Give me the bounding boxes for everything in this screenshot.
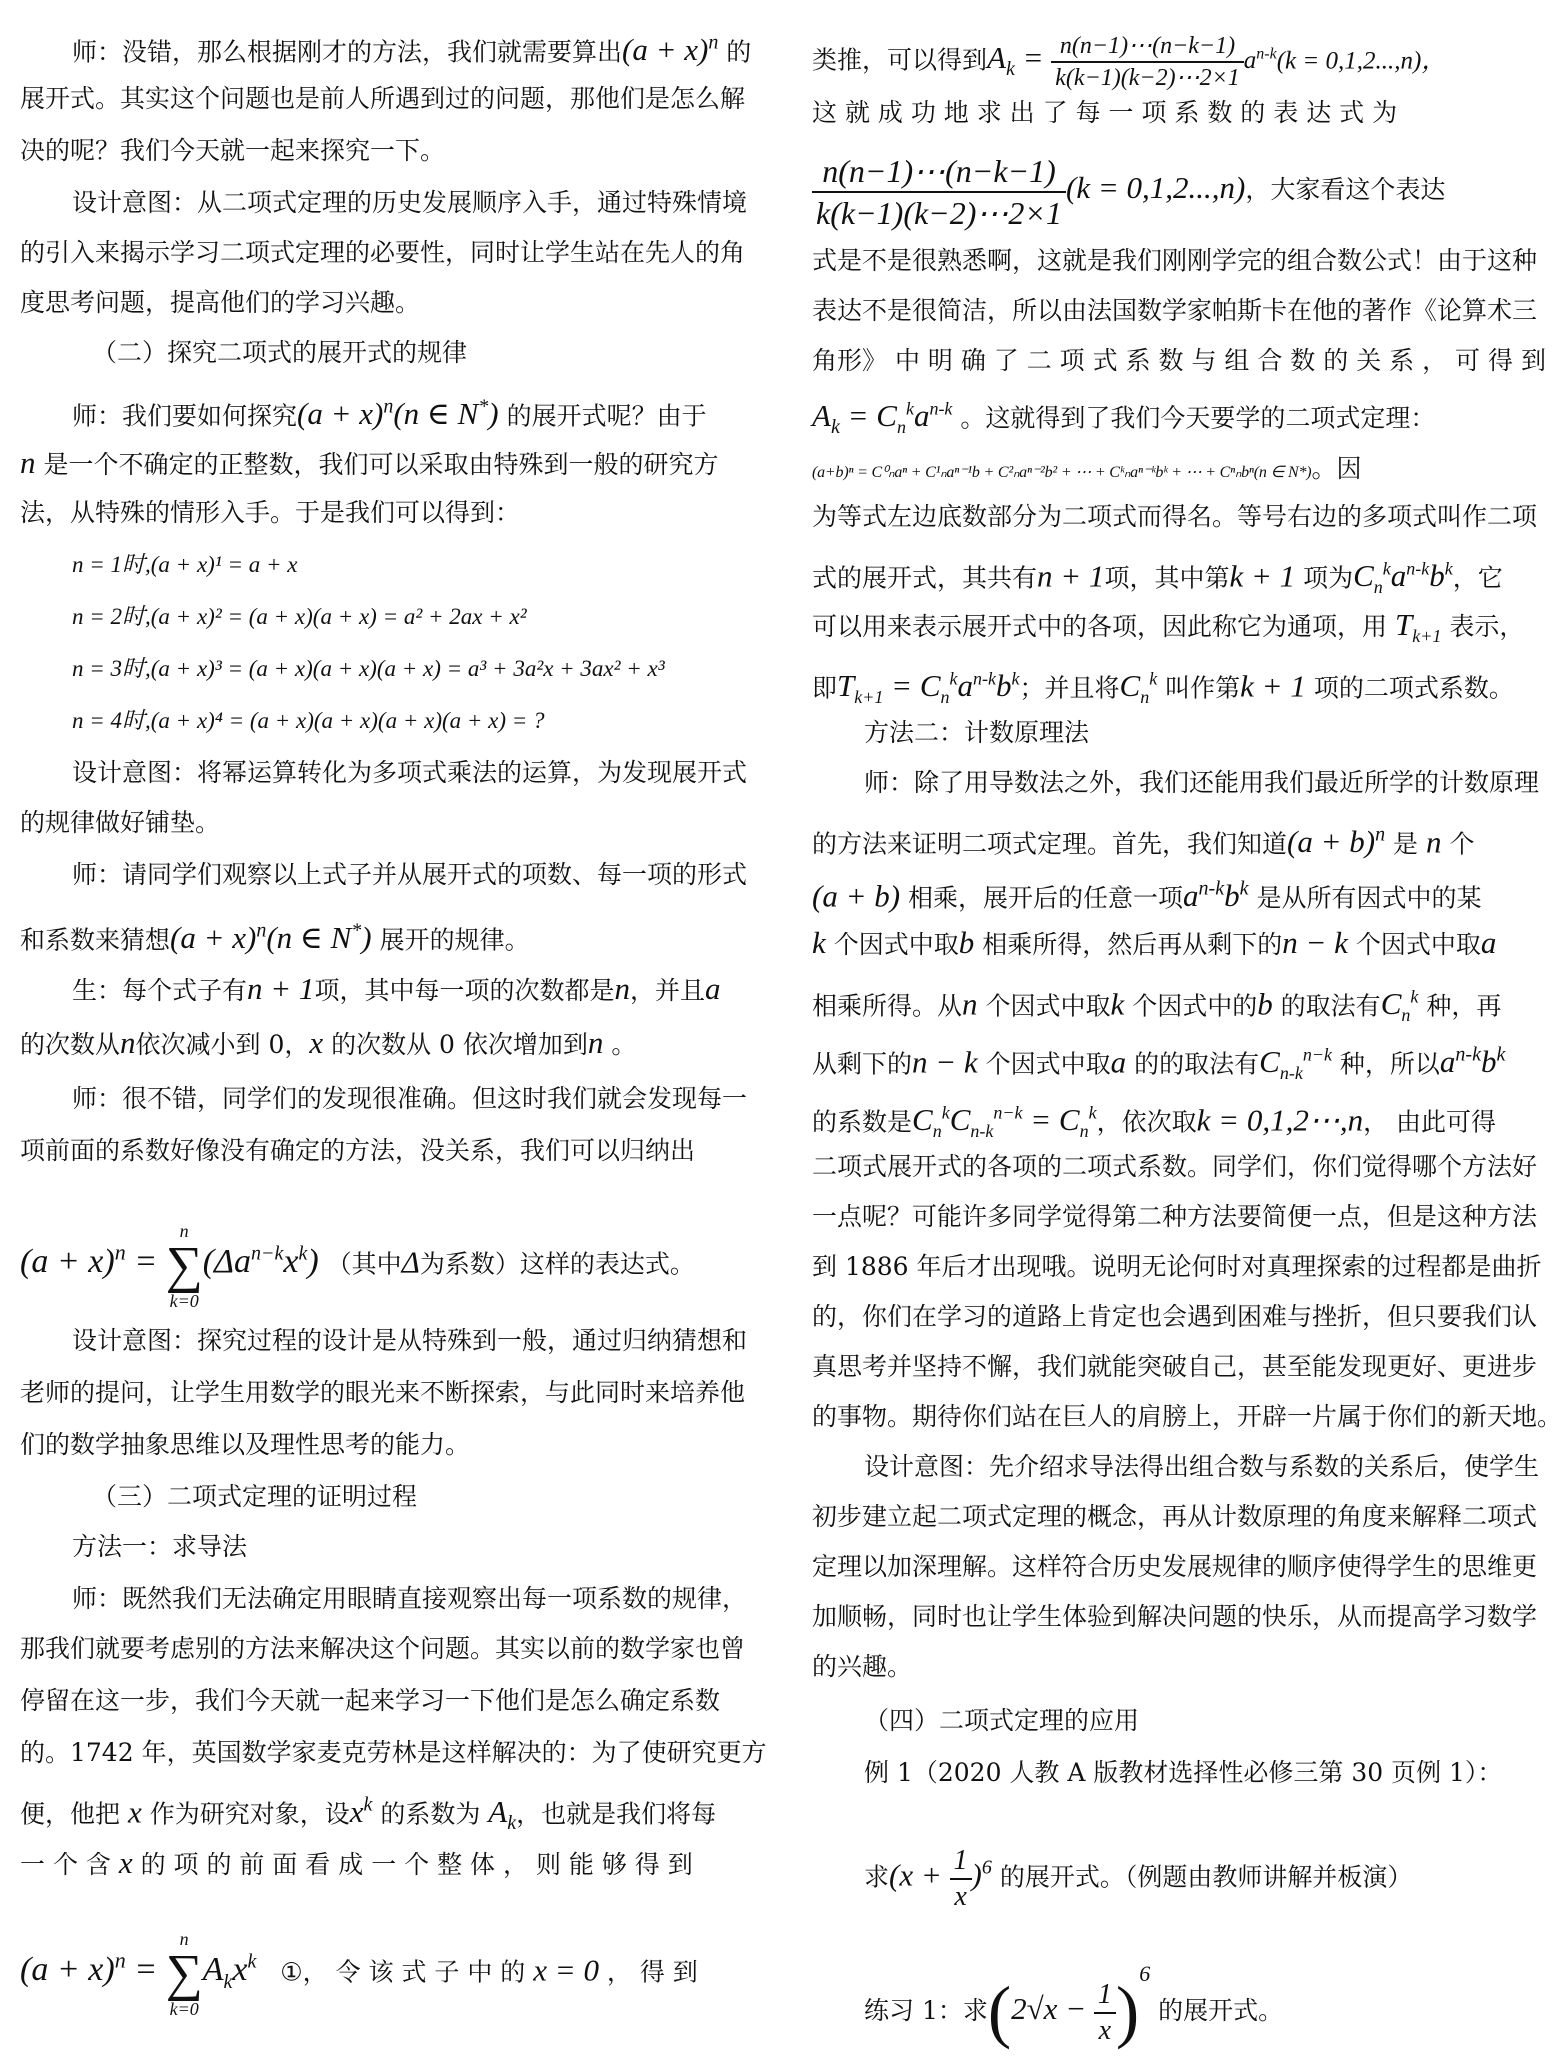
text-line: 生：每个式子有n + 1项，其中每一项的次数都是n，并且a xyxy=(72,971,721,1006)
text-line: $\frac{n(n-1)\cdots(n-k-1)}{k(k-1)(k-2)\cdots 2\times 1}$ (k = 0,1,2...,n)，大家看这个表达 xyxy=(812,138,1542,238)
text-line: 的规律做好铺垫。 xyxy=(20,808,221,837)
text-line: 表达不是很简洁，所以由法国数学家帕斯卡在他的著作《论算术三 xyxy=(812,296,1538,325)
text-line: 一 个 含 x 的 项 的 前 面 看 成 一 个 整 体 ， 则 能 够 得 到 xyxy=(20,1845,693,1880)
text-line: 师：既然我们无法确定用眼睛直接观察出每一项系数的规律， xyxy=(72,1584,748,1613)
text-line: 真思考并坚持不懈，我们就能突破自己，甚至能发现更好、更进步 xyxy=(812,1352,1538,1381)
text-line: (a+b)ⁿ = C⁰ₙaⁿ + C¹ₙaⁿ⁻¹b + C²ₙaⁿ⁻²b² + ⋯ + Cᵏₙaⁿ⁻ᵏbᵏ + ⋯ + Cⁿₙbⁿ(n ∈ N*)。因 xyxy=(812,454,1362,483)
text-line: 设计意图：从二项式定理的历史发展顺序入手，通过特殊情境 xyxy=(72,188,748,217)
equation: n = 2时,(a + x)² = (a + x)(a + x) = a² + 2ax + x² xyxy=(72,604,527,629)
text-line: 为等式左边底数部分为二项式而得名。等号右边的多项式叫作二项 xyxy=(812,502,1538,531)
text-line: 从剩下的n − k 个因式中取a 的的取法有$C_{n-k}^{n-k}$ 种，所以$a^{n-k}b^k$ xyxy=(812,1044,1506,1084)
fraction: $\frac{1}{x}$ xyxy=(950,1844,972,1914)
text-line: 式的展开式，其共有n + 1项，其中第k + 1 项为$C_n^ka^{n-k}b^k$，它 xyxy=(812,558,1503,598)
text-line: 法，从特殊的情形入手。于是我们可以得到： xyxy=(20,498,521,527)
text-line: 设计意图：先介绍求导法得出组合数与系数的关系后，使学生 xyxy=(864,1452,1540,1481)
text-line: 这 就 成 功 地 求 出 了 每 一 项 系 数 的 表 达 式 为 xyxy=(812,98,1398,127)
section-heading: （三）二项式定理的证明过程 xyxy=(92,1482,418,1511)
text-line: 决的呢？我们今天就一起来探究一下。 xyxy=(20,136,446,165)
text-line: 的，你们在学习的道路上肯定也会遇到困难与挫折，但只要我们认 xyxy=(812,1302,1538,1331)
text-line: 的次数从n依次减小到 0，x 的次数从 0 依次增加到n 。 xyxy=(20,1025,637,1060)
fraction: $\frac{1}{x}$ xyxy=(1094,1978,1116,2048)
text-line: 到 1886 年后才出现哦。说明无论何时对真理探索的过程都是曲折 xyxy=(812,1252,1542,1281)
section-heading: （二）探究二项式的展开式的规律 xyxy=(92,338,468,367)
summation-symbol: n ∑ k=0 xyxy=(165,1220,203,1311)
text-line: 的事物。期待你们站在巨人的肩膀上，开辟一片属于你们的新天地。 xyxy=(812,1402,1562,1431)
text-line: 师：很不错，同学们的发现很准确。但这时我们就会发现每一 xyxy=(72,1084,748,1113)
text-line: 定理以加深理解。这样符合历史发展规律的顺序使得学生的思维更 xyxy=(812,1552,1538,1581)
text-line: 的方法来证明二项式定理。首先，我们知道$(a + b)^n$ 是 n 个 xyxy=(812,824,1475,860)
text-line: 类推，可以得到$A_k$ = $\frac{n(n-1)\cdots(n-k-1)}{k(k-1)(k-2)\cdots 2\times 1}$ $a^{n-k}(k = 0,1,2...,n)$， xyxy=(812,32,1447,91)
text-line: 可以用来表示展开式中的各项，因此称它为通项，用 $T_{k+1}$ 表示， xyxy=(812,607,1525,647)
text-line: 们的数学抽象思维以及理性思考的能力。 xyxy=(20,1430,471,1459)
text-line: 相乘所得。从n 个因式中取k 个因式中的b 的取法有$C_n^k$ 种，再 xyxy=(812,986,1502,1026)
text-line: 初步建立起二项式定理的概念，再从计数原理的角度来解释二项式 xyxy=(812,1502,1538,1531)
left-column xyxy=(20,0,772,2025)
text-line: n 是一个不确定的正整数，我们可以采取由特殊到一般的研究方 xyxy=(20,445,719,480)
text-line: 项前面的系数好像没有确定的方法，没关系，我们可以归纳出 xyxy=(20,1136,696,1165)
equation: n = 1时,(a + x)¹ = a + x xyxy=(72,552,298,577)
example-line: 求(x + $\frac{1}{x}$ )$^6$ 的展开式。（例题由教师讲解并板演） xyxy=(864,1844,1413,1912)
text-line: 和系数来猜想$(a + x)^n(n$ ∈ N*) 展开的规律。 xyxy=(20,920,530,956)
text-line: 展开式。其实这个问题也是前人所遇到过的问题，那他们是怎么解 xyxy=(20,84,746,113)
fraction: $\frac{n(n-1)\cdots(n-k-1)}{k(k-1)(k-2)\cdots 2\times 1}$ xyxy=(1051,31,1244,93)
equation: n = 3时,(a + x)³ = (a + x)(a + x)(a + x) = a³ + 3a²x + 3ax² + x³ xyxy=(72,656,665,681)
practice-line: 练习 1：求(2√x − $\frac{1}{x}$ )$^6$ 的展开式。 xyxy=(864,1961,1284,2051)
text-line: 师：我们要如何探究$(a + x)^n(n$ ∈ N*) 的展开式呢？由于 xyxy=(72,396,707,432)
text-line: 师：除了用导数法之外，我们还能用我们最近所学的计数原理 xyxy=(864,768,1540,797)
text-line: 老师的提问，让学生用数学的眼光来不断探索，与此同时来培养他 xyxy=(20,1378,746,1407)
text-line: $A_k = C_n^ka^{n-k}$ 。这就得到了我们今天要学的二项式定理： xyxy=(812,398,1436,439)
method-heading: 方法一：求导法 xyxy=(72,1532,248,1561)
text-line: 的兴趣。 xyxy=(812,1652,913,1681)
text-line: (a + b) 相乘，展开后的任意一项$a^{n-k}b^k$ 是从所有因式中的某 xyxy=(812,878,1482,914)
text-line: 便，他把 x 作为研究对象，设$x^k$ 的系数为 $A_k$，也就是我们将每 xyxy=(20,1794,717,1835)
text-line: 即$T_{k+1} = C_n^ka^{n-k}b^k$；并且将$C_n^k$ 叫作第k + 1 项的二项式系数。 xyxy=(812,668,1514,708)
section-heading: （四）二项式定理的应用 xyxy=(864,1706,1140,1735)
text-line: 二项式展开式的各项的二项式系数。同学们，你们觉得哪个方法好 xyxy=(812,1152,1538,1181)
example-heading: 例 1（2020 人教 A 版教材选择性必修三第 30 页例 1）： xyxy=(864,1758,1503,1787)
text-line: 的系数是$C_n^kC_{n-k}^{n-k} = C_n^k$，依次取k = 0,1,2⋯,n， 由此可得 xyxy=(812,1102,1497,1142)
text-line: $(a + x)^n$ = n ∑ k=0 $A_kx^k$ ①， 令 该 式 子 中 的 x = 0 ， 得 到 xyxy=(20,1928,698,2019)
text-line: 设计意图：将幂运算转化为多项式乘法的运算，为发现展开式 xyxy=(72,758,748,787)
summation-symbol: n ∑ k=0 xyxy=(165,1928,203,2019)
text-line: 师：请同学们观察以上式子并从展开式的项数、每一项的形式 xyxy=(72,860,748,889)
text-line: 角形》 中 明 确 了 二 项 式 系 数 与 组 合 数 的 关 系 ， 可 得 到 xyxy=(812,346,1546,375)
text-line: 度思考问题，提高他们的学习兴趣。 xyxy=(20,288,421,317)
text-line: 的。1742 年，英国数学家麦克劳林是这样解决的：为了使研究更方 xyxy=(20,1738,767,1767)
right-column xyxy=(812,0,1562,2051)
text-line: 停留在这一步，我们今天就一起来学习一下他们是怎么确定系数 xyxy=(20,1686,721,1715)
text-line: 的引入来揭示学习二项式定理的必要性，同时让学生站在先人的角 xyxy=(20,238,746,267)
fraction: $\frac{n(n-1)\cdots(n-k-1)}{k(k-1)(k-2)\cdots 2\times 1}$ xyxy=(812,151,1066,233)
text-line: k 个因式中取b 相乘所得，然后再从剩下的n − k 个因式中取a xyxy=(812,925,1497,960)
text-line: 一点呢？可能许多同学觉得第二种方法要简便一点，但是这种方法 xyxy=(812,1202,1538,1231)
text-line: 加顺畅，同时也让学生体验到解决问题的快乐，从而提高学习数学 xyxy=(812,1602,1538,1631)
text-line: 设计意图：探究过程的设计是从特殊到一般，通过归纳猜想和 xyxy=(72,1326,748,1355)
text-line: 式是不是很熟悉啊，这就是我们刚刚学完的组合数公式！由于这种 xyxy=(812,246,1538,275)
text-line: 那我们就要考虑别的方法来解决这个问题。其实以前的数学家也曾 xyxy=(20,1634,746,1663)
sum-formula-line: $(a + x)^n$ = n ∑ k=0 $(\Delta a^{n-k}x^k)$ （其中Δ为系数）这样的表达式。 xyxy=(20,1220,695,1311)
equation: n = 4时,(a + x)⁴ = (a + x)(a + x)(a + x)(a + x) = ? xyxy=(72,708,545,733)
text-line: 师：没错，那么根据刚才的方法，我们就需要算出$(a + x)^n$ 的 xyxy=(72,32,752,68)
method-heading: 方法二：计数原理法 xyxy=(864,718,1090,747)
